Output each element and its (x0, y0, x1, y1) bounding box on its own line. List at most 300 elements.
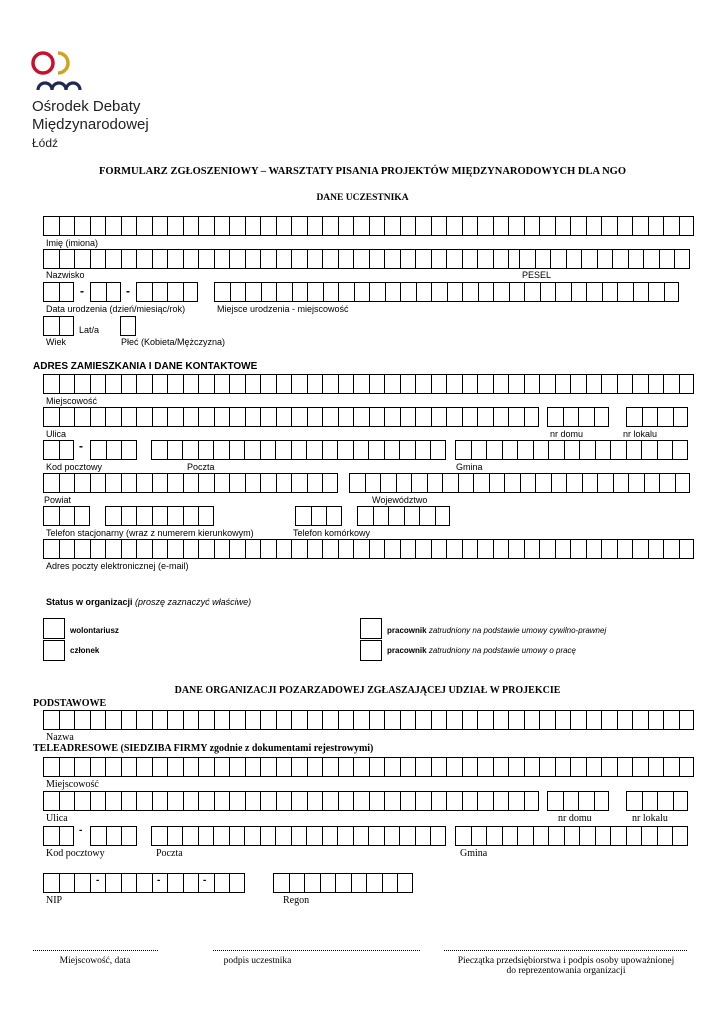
input-cell[interactable] (446, 539, 462, 559)
age-field[interactable] (43, 316, 74, 336)
input-cell[interactable] (555, 710, 571, 730)
input-cell[interactable] (675, 473, 691, 493)
input-cell[interactable] (617, 216, 633, 236)
address-postal-code-part2[interactable] (90, 440, 137, 460)
input-cell[interactable] (570, 710, 586, 730)
input-cell[interactable] (229, 216, 245, 236)
input-cell[interactable] (446, 757, 462, 777)
mobile-prefix-field[interactable] (295, 506, 342, 526)
input-cell[interactable] (291, 374, 307, 394)
input-cell[interactable] (291, 539, 307, 559)
input-cell[interactable] (105, 873, 121, 893)
input-cell[interactable] (291, 216, 307, 236)
input-cell[interactable] (415, 539, 431, 559)
input-cell[interactable] (385, 282, 401, 302)
input-cell[interactable] (642, 791, 658, 811)
input-cell[interactable] (400, 216, 416, 236)
input-cell[interactable] (167, 826, 183, 846)
input-cell[interactable] (648, 539, 664, 559)
input-cell[interactable] (353, 757, 369, 777)
input-cell[interactable] (400, 374, 416, 394)
input-cell[interactable] (657, 407, 673, 427)
input-cell[interactable] (322, 216, 338, 236)
input-cell[interactable] (415, 407, 431, 427)
input-cell[interactable] (384, 757, 400, 777)
input-cell[interactable] (430, 440, 446, 460)
input-cell[interactable] (121, 757, 137, 777)
input-cell[interactable] (571, 282, 587, 302)
input-cell[interactable] (74, 216, 90, 236)
input-cell[interactable] (152, 506, 168, 526)
input-cell[interactable] (415, 791, 431, 811)
input-cell[interactable] (167, 473, 183, 493)
input-cell[interactable] (338, 249, 354, 269)
input-cell[interactable] (493, 791, 509, 811)
input-cell[interactable] (74, 539, 90, 559)
input-cell[interactable] (167, 757, 183, 777)
input-cell[interactable] (447, 282, 463, 302)
input-cell[interactable] (673, 791, 689, 811)
input-cell[interactable] (384, 539, 400, 559)
input-cell[interactable] (214, 873, 230, 893)
input-cell[interactable] (415, 216, 431, 236)
sex-field[interactable] (120, 316, 136, 336)
input-cell[interactable] (366, 873, 382, 893)
input-cell[interactable] (167, 873, 183, 893)
input-cell[interactable] (59, 757, 75, 777)
input-cell[interactable] (198, 710, 214, 730)
input-cell[interactable] (644, 473, 660, 493)
input-cell[interactable] (43, 757, 59, 777)
input-cell[interactable] (121, 873, 137, 893)
input-cell[interactable] (59, 539, 75, 559)
input-cell[interactable] (626, 791, 642, 811)
input-cell[interactable] (74, 873, 90, 893)
input-cell[interactable] (431, 710, 447, 730)
input-cell[interactable] (400, 791, 416, 811)
input-cell[interactable] (427, 473, 443, 493)
input-cell[interactable] (183, 249, 199, 269)
input-cell[interactable] (570, 539, 586, 559)
input-cell[interactable] (214, 249, 230, 269)
input-cell[interactable] (43, 282, 59, 302)
input-cell[interactable] (229, 374, 245, 394)
input-cell[interactable] (245, 374, 261, 394)
input-cell[interactable] (338, 216, 354, 236)
input-cell[interactable] (326, 506, 342, 526)
input-cell[interactable] (462, 216, 478, 236)
input-cell[interactable] (295, 506, 311, 526)
input-cell[interactable] (564, 440, 580, 460)
input-cell[interactable] (136, 282, 152, 302)
input-cell[interactable] (90, 407, 106, 427)
input-cell[interactable] (74, 710, 90, 730)
input-cell[interactable] (260, 216, 276, 236)
input-cell[interactable] (517, 440, 533, 460)
input-cell[interactable] (663, 539, 679, 559)
input-cell[interactable] (43, 873, 59, 893)
input-cell[interactable] (121, 407, 137, 427)
input-cell[interactable] (648, 710, 664, 730)
input-cell[interactable] (601, 374, 617, 394)
org-flat-no-field[interactable] (626, 791, 688, 811)
address-county-field[interactable] (43, 473, 338, 493)
input-cell[interactable] (214, 539, 230, 559)
address-city-field[interactable] (43, 374, 694, 394)
input-cell[interactable] (384, 710, 400, 730)
input-cell[interactable] (90, 757, 106, 777)
input-cell[interactable] (382, 873, 398, 893)
input-cell[interactable] (400, 407, 416, 427)
input-cell[interactable] (415, 374, 431, 394)
input-cell[interactable] (43, 473, 59, 493)
input-cell[interactable] (601, 757, 617, 777)
input-cell[interactable] (664, 282, 680, 302)
input-cell[interactable] (152, 757, 168, 777)
input-cell[interactable] (322, 826, 338, 846)
input-cell[interactable] (524, 407, 540, 427)
input-cell[interactable] (183, 539, 199, 559)
input-cell[interactable] (276, 282, 292, 302)
input-cell[interactable] (152, 374, 168, 394)
input-cell[interactable] (446, 249, 462, 269)
input-cell[interactable] (198, 473, 214, 493)
input-cell[interactable] (435, 506, 451, 526)
input-cell[interactable] (535, 473, 551, 493)
input-cell[interactable] (431, 407, 447, 427)
landline-area-code-field[interactable] (43, 506, 90, 526)
input-cell[interactable] (570, 216, 586, 236)
input-cell[interactable] (307, 757, 323, 777)
input-cell[interactable] (369, 710, 385, 730)
input-cell[interactable] (167, 282, 183, 302)
input-cell[interactable] (183, 473, 199, 493)
input-cell[interactable] (214, 216, 230, 236)
input-cell[interactable] (415, 757, 431, 777)
input-cell[interactable] (338, 282, 354, 302)
input-cell[interactable] (380, 473, 396, 493)
input-cell[interactable] (182, 826, 198, 846)
input-cell[interactable] (373, 506, 389, 526)
input-cell[interactable] (397, 873, 413, 893)
input-cell[interactable] (167, 407, 183, 427)
input-cell[interactable] (43, 249, 59, 269)
input-cell[interactable] (524, 710, 540, 730)
input-cell[interactable] (152, 282, 168, 302)
input-cell[interactable] (276, 216, 292, 236)
input-cell[interactable] (105, 473, 121, 493)
input-cell[interactable] (477, 710, 493, 730)
input-cell[interactable] (338, 374, 354, 394)
input-cell[interactable] (632, 757, 648, 777)
input-cell[interactable] (229, 873, 245, 893)
input-cell[interactable] (657, 826, 673, 846)
input-cell[interactable] (120, 316, 136, 336)
input-cell[interactable] (508, 757, 524, 777)
input-cell[interactable] (121, 249, 137, 269)
input-cell[interactable] (106, 440, 122, 460)
input-cell[interactable] (431, 757, 447, 777)
input-cell[interactable] (508, 791, 524, 811)
input-cell[interactable] (43, 791, 59, 811)
input-cell[interactable] (566, 473, 582, 493)
input-cell[interactable] (642, 407, 658, 427)
input-cell[interactable] (462, 249, 478, 269)
input-cell[interactable] (43, 826, 59, 846)
input-cell[interactable] (90, 826, 106, 846)
input-cell[interactable] (351, 873, 367, 893)
input-cell[interactable] (183, 757, 199, 777)
input-cell[interactable] (564, 826, 580, 846)
input-cell[interactable] (106, 282, 122, 302)
input-cell[interactable] (276, 407, 292, 427)
input-cell[interactable] (458, 473, 474, 493)
input-cell[interactable] (214, 374, 230, 394)
input-cell[interactable] (167, 216, 183, 236)
input-cell[interactable] (121, 791, 137, 811)
input-cell[interactable] (245, 757, 261, 777)
input-cell[interactable] (431, 539, 447, 559)
input-cell[interactable] (648, 757, 664, 777)
input-cell[interactable] (679, 216, 695, 236)
input-cell[interactable] (121, 473, 137, 493)
input-cell[interactable] (136, 374, 152, 394)
input-cell[interactable] (214, 407, 230, 427)
input-cell[interactable] (183, 873, 199, 893)
input-cell[interactable] (679, 374, 695, 394)
input-cell[interactable] (183, 374, 199, 394)
input-cell[interactable] (679, 539, 695, 559)
input-cell[interactable] (136, 216, 152, 236)
input-cell[interactable] (183, 710, 199, 730)
input-cell[interactable] (579, 826, 595, 846)
input-cell[interactable] (260, 440, 276, 460)
input-cell[interactable] (182, 440, 198, 460)
input-cell[interactable] (612, 249, 628, 269)
address-post-office-field[interactable] (151, 440, 446, 460)
input-cell[interactable] (477, 216, 493, 236)
input-cell[interactable] (446, 710, 462, 730)
input-cell[interactable] (578, 407, 594, 427)
input-cell[interactable] (245, 282, 261, 302)
input-cell[interactable] (641, 440, 657, 460)
input-cell[interactable] (663, 374, 679, 394)
input-cell[interactable] (307, 216, 323, 236)
input-cell[interactable] (59, 282, 75, 302)
input-cell[interactable] (384, 791, 400, 811)
input-cell[interactable] (369, 407, 385, 427)
input-cell[interactable] (121, 539, 137, 559)
input-cell[interactable] (400, 757, 416, 777)
input-cell[interactable] (152, 407, 168, 427)
input-cell[interactable] (136, 873, 152, 893)
input-cell[interactable] (43, 506, 59, 526)
input-cell[interactable] (353, 539, 369, 559)
input-cell[interactable] (446, 216, 462, 236)
input-cell[interactable] (244, 440, 260, 460)
input-cell[interactable] (508, 216, 524, 236)
input-cell[interactable] (430, 826, 446, 846)
input-cell[interactable] (462, 407, 478, 427)
member-checkbox[interactable] (43, 640, 65, 661)
input-cell[interactable] (540, 282, 556, 302)
input-cell[interactable] (400, 539, 416, 559)
input-cell[interactable] (152, 249, 168, 269)
input-cell[interactable] (566, 249, 582, 269)
input-cell[interactable] (198, 539, 214, 559)
input-cell[interactable] (524, 791, 540, 811)
input-cell[interactable] (43, 440, 59, 460)
input-cell[interactable] (547, 791, 563, 811)
input-cell[interactable] (337, 826, 353, 846)
input-cell[interactable] (90, 249, 106, 269)
input-cell[interactable] (586, 539, 602, 559)
input-cell[interactable] (136, 710, 152, 730)
input-cell[interactable] (276, 757, 292, 777)
input-cell[interactable] (353, 216, 369, 236)
input-cell[interactable] (167, 539, 183, 559)
input-cell[interactable] (672, 440, 688, 460)
input-cell[interactable] (601, 539, 617, 559)
organization-name-field[interactable] (43, 710, 694, 730)
input-cell[interactable] (273, 873, 289, 893)
input-cell[interactable] (643, 249, 659, 269)
input-cell[interactable] (289, 873, 305, 893)
input-cell[interactable] (307, 374, 323, 394)
input-cell[interactable] (245, 473, 261, 493)
input-cell[interactable] (663, 216, 679, 236)
input-cell[interactable] (43, 316, 59, 336)
input-cell[interactable] (617, 374, 633, 394)
input-cell[interactable] (586, 757, 602, 777)
input-cell[interactable] (663, 757, 679, 777)
org-regon-field[interactable] (273, 873, 413, 893)
input-cell[interactable] (462, 791, 478, 811)
org-commune-field[interactable] (455, 826, 688, 846)
input-cell[interactable] (152, 473, 168, 493)
birth-place-field[interactable] (214, 282, 679, 302)
input-cell[interactable] (229, 473, 245, 493)
input-cell[interactable] (400, 282, 416, 302)
org-post-office-field[interactable] (151, 826, 446, 846)
input-cell[interactable] (533, 826, 549, 846)
input-cell[interactable] (502, 826, 518, 846)
input-cell[interactable] (548, 440, 564, 460)
input-cell[interactable] (121, 826, 137, 846)
input-cell[interactable] (323, 282, 339, 302)
input-cell[interactable] (354, 282, 370, 302)
input-cell[interactable] (337, 440, 353, 460)
input-cell[interactable] (673, 407, 689, 427)
input-cell[interactable] (617, 710, 633, 730)
input-cell[interactable] (276, 249, 292, 269)
input-cell[interactable] (533, 440, 549, 460)
input-cell[interactable] (213, 440, 229, 460)
input-cell[interactable] (183, 282, 199, 302)
input-cell[interactable] (539, 710, 555, 730)
input-cell[interactable] (90, 710, 106, 730)
input-cell[interactable] (353, 407, 369, 427)
input-cell[interactable] (632, 539, 648, 559)
input-cell[interactable] (563, 407, 579, 427)
input-cell[interactable] (276, 473, 292, 493)
input-cell[interactable] (307, 539, 323, 559)
input-cell[interactable] (229, 539, 245, 559)
input-cell[interactable] (320, 873, 336, 893)
input-cell[interactable] (369, 374, 385, 394)
input-cell[interactable] (524, 539, 540, 559)
input-cell[interactable] (230, 282, 246, 302)
input-cell[interactable] (291, 440, 307, 460)
input-cell[interactable] (617, 539, 633, 559)
input-cell[interactable] (338, 407, 354, 427)
input-cell[interactable] (136, 473, 152, 493)
volunteer-checkbox[interactable] (43, 618, 65, 639)
input-cell[interactable] (121, 440, 137, 460)
input-cell[interactable] (59, 826, 75, 846)
input-cell[interactable] (353, 249, 369, 269)
input-cell[interactable] (563, 791, 579, 811)
input-cell[interactable] (415, 826, 431, 846)
input-cell[interactable] (136, 249, 152, 269)
input-cell[interactable] (291, 826, 307, 846)
input-cell[interactable] (555, 757, 571, 777)
input-cell[interactable] (198, 757, 214, 777)
input-cell[interactable] (322, 791, 338, 811)
input-cell[interactable] (384, 249, 400, 269)
input-cell[interactable] (477, 791, 493, 811)
input-cell[interactable] (679, 710, 695, 730)
input-cell[interactable] (601, 710, 617, 730)
input-cell[interactable] (260, 473, 276, 493)
input-cell[interactable] (105, 710, 121, 730)
input-cell[interactable] (594, 407, 610, 427)
input-cell[interactable] (357, 506, 373, 526)
input-cell[interactable] (508, 407, 524, 427)
input-cell[interactable] (415, 710, 431, 730)
input-cell[interactable] (59, 216, 75, 236)
input-cell[interactable] (260, 374, 276, 394)
address-postal-code-part1[interactable] (43, 440, 74, 460)
input-cell[interactable] (626, 407, 642, 427)
input-cell[interactable] (384, 374, 400, 394)
input-cell[interactable] (399, 826, 415, 846)
input-cell[interactable] (121, 710, 137, 730)
input-cell[interactable] (59, 316, 75, 336)
input-cell[interactable] (493, 407, 509, 427)
input-cell[interactable] (183, 791, 199, 811)
input-cell[interactable] (291, 791, 307, 811)
input-cell[interactable] (306, 440, 322, 460)
input-cell[interactable] (586, 216, 602, 236)
input-cell[interactable] (535, 249, 551, 269)
input-cell[interactable] (641, 826, 657, 846)
input-cell[interactable] (245, 539, 261, 559)
input-cell[interactable] (520, 473, 536, 493)
input-cell[interactable] (245, 710, 261, 730)
input-cell[interactable] (493, 374, 509, 394)
input-cell[interactable] (214, 473, 230, 493)
input-cell[interactable] (462, 757, 478, 777)
input-cell[interactable] (229, 249, 245, 269)
input-cell[interactable] (539, 216, 555, 236)
input-cell[interactable] (291, 710, 307, 730)
input-cell[interactable] (214, 757, 230, 777)
input-cell[interactable] (353, 826, 369, 846)
input-cell[interactable] (307, 710, 323, 730)
input-cell[interactable] (59, 440, 75, 460)
input-cell[interactable] (493, 282, 509, 302)
